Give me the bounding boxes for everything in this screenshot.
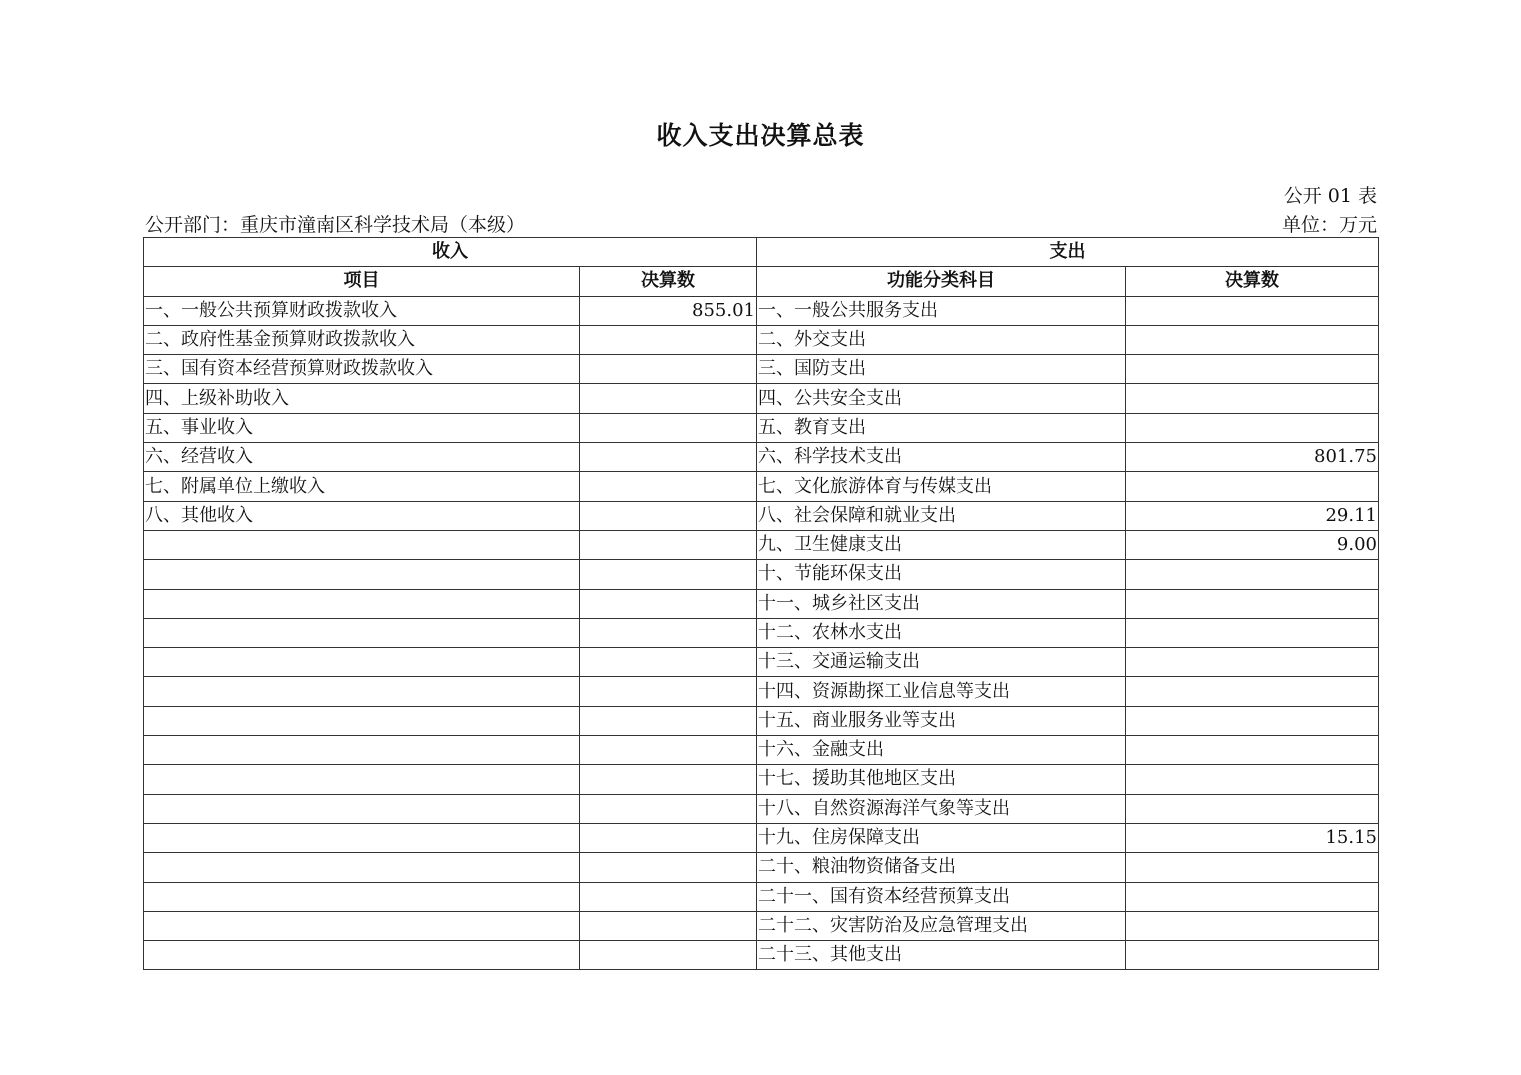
income-amount-cell [580, 823, 757, 852]
table-row [144, 823, 1379, 852]
income-item-cell [144, 911, 580, 940]
income-amount-cell [580, 765, 757, 794]
expense-item-cell: 一、一般公共服务支出 [757, 296, 1126, 325]
income-item-cell: 一、一般公共预算财政拨款收入 [144, 296, 580, 325]
income-item-cell [144, 882, 580, 911]
table-row [144, 853, 1379, 882]
expense-amount-cell [1126, 384, 1379, 413]
expense-amount-cell: 801.75 [1126, 443, 1379, 472]
income-amount-cell [580, 501, 757, 530]
income-amount-cell [580, 443, 757, 472]
income-amount-cell [580, 911, 757, 940]
income-amount-cell [580, 325, 757, 354]
table-row [144, 530, 1379, 559]
expense-amount-cell [1126, 589, 1379, 618]
expense-item-cell: 十四、资源勘探工业信息等支出 [757, 677, 1126, 706]
income-item-cell [144, 648, 580, 677]
income-item-cell [144, 794, 580, 823]
form-number: 公开 01 表 [1283, 185, 1377, 207]
table-row [144, 911, 1379, 940]
table-row [144, 794, 1379, 823]
income-amount-cell [580, 677, 757, 706]
expense-item-cell: 五、教育支出 [757, 413, 1126, 442]
income-item-cell: 六、经营收入 [144, 443, 580, 472]
table-row [144, 648, 1379, 677]
table-row [144, 736, 1379, 765]
expense-amount-cell [1126, 882, 1379, 911]
table-row [144, 941, 1379, 970]
table-row [144, 325, 1379, 354]
expense-amount-cell [1126, 355, 1379, 384]
income-amount-cell [580, 589, 757, 618]
expense-item-cell: 十、节能环保支出 [757, 560, 1126, 589]
income-amount-cell [580, 941, 757, 970]
income-item-cell: 二、政府性基金预算财政拨款收入 [144, 325, 580, 354]
income-section-header: 收入 [144, 238, 757, 267]
expense-item-cell: 二十二、灾害防治及应急管理支出 [757, 911, 1126, 940]
column-header-item: 项目 [144, 267, 580, 296]
income-item-cell: 七、附属单位上缴收入 [144, 472, 580, 501]
expense-item-cell: 二十、粮油物资储备支出 [757, 853, 1126, 882]
expense-amount-cell [1126, 618, 1379, 647]
expense-amount-cell [1126, 706, 1379, 735]
income-amount-cell [580, 794, 757, 823]
table-row [144, 618, 1379, 647]
expense-amount-cell [1126, 736, 1379, 765]
table-row [144, 706, 1379, 735]
income-amount-cell [580, 853, 757, 882]
column-header-function: 功能分类科目 [757, 267, 1126, 296]
table-row [144, 413, 1379, 442]
income-item-cell [144, 765, 580, 794]
column-header-row [144, 267, 1379, 296]
expense-amount-cell: 29.11 [1126, 501, 1379, 530]
income-item-cell [144, 589, 580, 618]
income-item-cell [144, 853, 580, 882]
department-label: 公开部门：重庆市潼南区科学技术局（本级） [145, 214, 526, 236]
expense-item-cell: 二十一、国有资本经营预算支出 [757, 882, 1126, 911]
expense-item-cell: 六、科学技术支出 [757, 443, 1126, 472]
expense-item-cell: 三、国防支出 [757, 355, 1126, 384]
expense-amount-cell: 9.00 [1126, 530, 1379, 559]
income-amount-cell [580, 413, 757, 442]
expense-item-cell: 二十三、其他支出 [757, 941, 1126, 970]
expense-item-cell: 七、文化旅游体育与传媒支出 [757, 472, 1126, 501]
unit-label: 单位：万元 [1281, 214, 1377, 236]
table-row [144, 560, 1379, 589]
income-item-cell [144, 677, 580, 706]
expense-item-cell: 十三、交通运输支出 [757, 648, 1126, 677]
income-amount-cell [580, 530, 757, 559]
expense-item-cell: 九、卫生健康支出 [757, 530, 1126, 559]
table-row [144, 296, 1379, 325]
income-expense-table [143, 237, 1379, 970]
income-amount-cell [580, 618, 757, 647]
column-header-expense-amount: 决算数 [1126, 267, 1379, 296]
income-item-cell [144, 618, 580, 647]
table-row [144, 765, 1379, 794]
income-amount-cell [580, 560, 757, 589]
expense-amount-cell [1126, 794, 1379, 823]
income-item-cell: 四、上级补助收入 [144, 384, 580, 413]
expense-amount-cell [1126, 677, 1379, 706]
expense-amount-cell [1126, 765, 1379, 794]
table-row [144, 384, 1379, 413]
table-row [144, 355, 1379, 384]
expense-item-cell: 十九、住房保障支出 [757, 823, 1126, 852]
income-amount-cell [580, 882, 757, 911]
expense-item-cell: 十一、城乡社区支出 [757, 589, 1126, 618]
income-item-cell [144, 823, 580, 852]
income-amount-cell [580, 384, 757, 413]
income-item-cell [144, 706, 580, 735]
column-header-income-amount: 决算数 [580, 267, 757, 296]
section-header-row [144, 238, 1379, 267]
expense-amount-cell [1126, 325, 1379, 354]
expense-item-cell: 十七、援助其他地区支出 [757, 765, 1126, 794]
income-amount-cell [580, 648, 757, 677]
income-amount-cell: 855.01 [580, 296, 757, 325]
income-item-cell [144, 941, 580, 970]
table-row [144, 472, 1379, 501]
income-item-cell: 八、其他收入 [144, 501, 580, 530]
income-item-cell [144, 530, 580, 559]
table-row [144, 677, 1379, 706]
expense-amount-cell [1126, 296, 1379, 325]
expense-item-cell: 八、社会保障和就业支出 [757, 501, 1126, 530]
page-title: 收入支出决算总表 [656, 121, 865, 150]
expense-item-cell: 十二、农林水支出 [757, 618, 1126, 647]
income-item-cell: 五、事业收入 [144, 413, 580, 442]
expense-item-cell: 四、公共安全支出 [757, 384, 1126, 413]
table-row [144, 589, 1379, 618]
expense-amount-cell [1126, 648, 1379, 677]
expense-amount-cell [1126, 413, 1379, 442]
income-amount-cell [580, 736, 757, 765]
expense-item-cell: 二、外交支出 [757, 325, 1126, 354]
table-row [144, 501, 1379, 530]
expense-section-header: 支出 [757, 238, 1379, 267]
expense-item-cell: 十八、自然资源海洋气象等支出 [757, 794, 1126, 823]
expense-item-cell: 十五、商业服务业等支出 [757, 706, 1126, 735]
income-amount-cell [580, 706, 757, 735]
income-item-cell [144, 560, 580, 589]
income-amount-cell [580, 472, 757, 501]
expense-amount-cell [1126, 472, 1379, 501]
expense-amount-cell [1126, 853, 1379, 882]
income-item-cell: 三、国有资本经营预算财政拨款收入 [144, 355, 580, 384]
income-item-cell [144, 736, 580, 765]
expense-amount-cell: 15.15 [1126, 823, 1379, 852]
table-body [144, 296, 1379, 970]
expense-item-cell: 十六、金融支出 [757, 736, 1126, 765]
table-row [144, 443, 1379, 472]
expense-amount-cell [1126, 941, 1379, 970]
table-row [144, 882, 1379, 911]
expense-amount-cell [1126, 560, 1379, 589]
expense-amount-cell [1126, 911, 1379, 940]
income-amount-cell [580, 355, 757, 384]
